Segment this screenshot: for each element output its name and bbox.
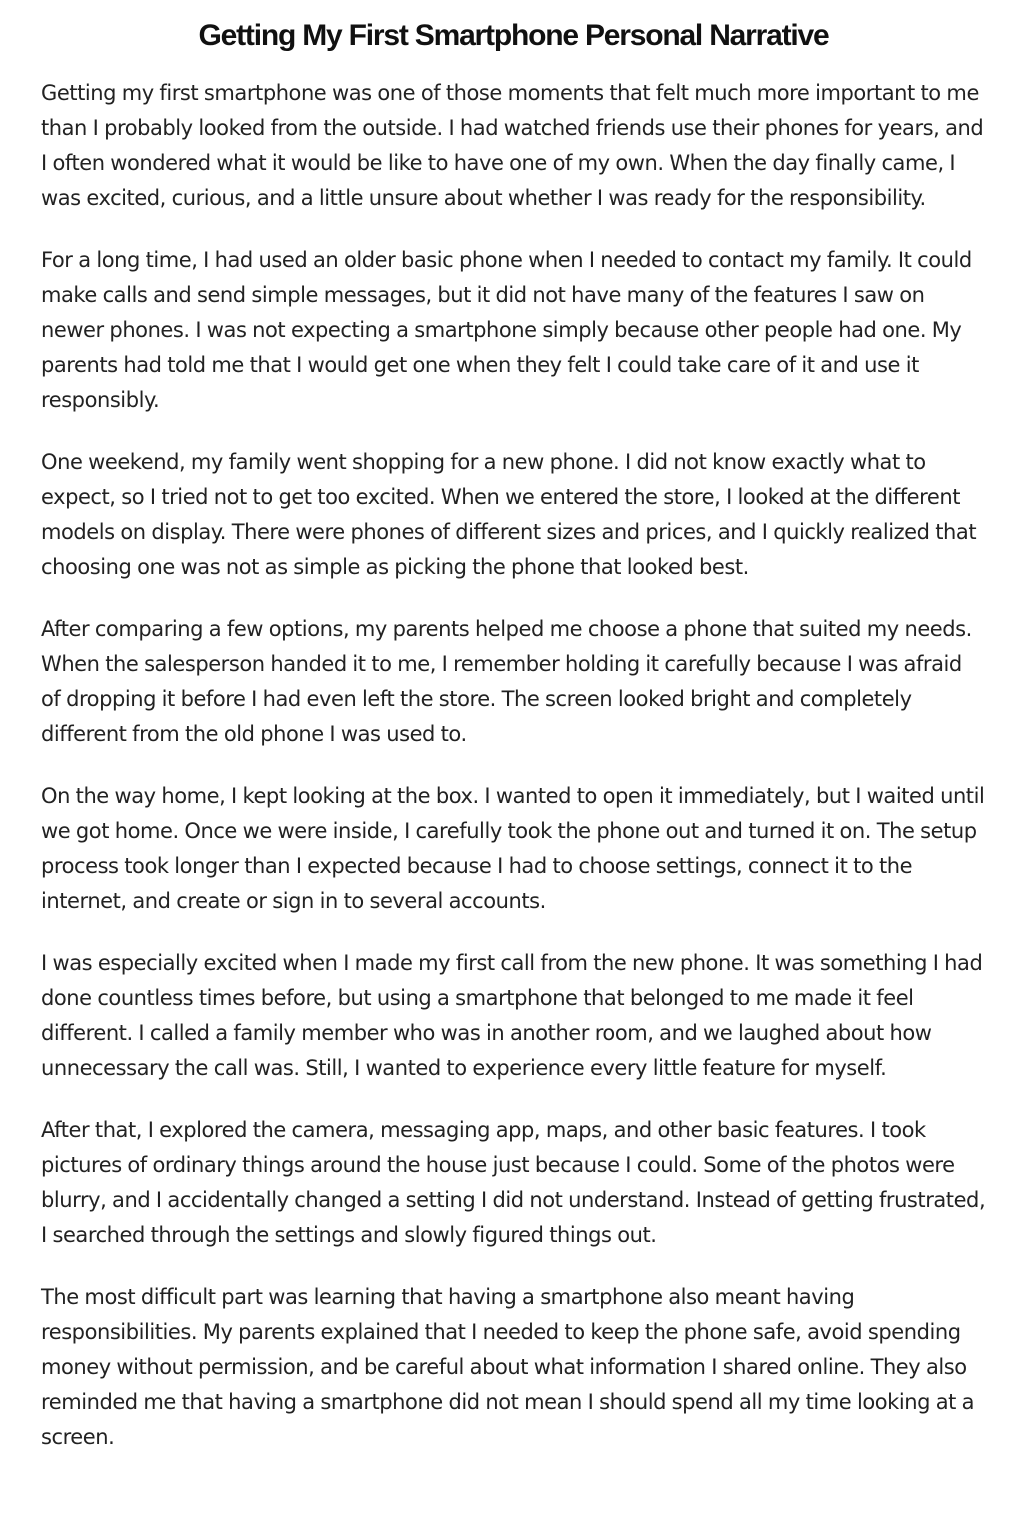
paragraph-3: One weekend, my family went shopping for a new phone. I did not know exactly what to expect, so I tried not to get too excited. When we entered the store, I looked at the different models on display. There were phones of different sizes and prices, and I quickly realized that choosing one was not as simple as picking the phone that looked best. bbox=[41, 450, 977, 579]
document-title: Getting My First Smartphone Personal Narrative bbox=[198, 19, 829, 52]
paragraph-2: For a long time, I had used an older basic phone when I needed to contact my family. It could make calls and send simple messages, but it did not have many of the features I saw on newer phones. I was not expecting a smartphone simply because other people had one. My parents had told me that I would get one when they felt I could take care of it and use it responsibly. bbox=[41, 248, 972, 412]
paragraph-1: Getting my first smartphone was one of those moments that felt much more important to me than I probably looked from the outside. I had watched friends use their phones for years, and I often wondered what it would be like to have one of my own. When the day finally came, I was excited, curious, and a little unsure about whether I was ready for the responsibility. bbox=[41, 81, 984, 210]
paragraph-8: The most difficult part was learning that having a smartphone also meant having responsibilities. My parents explained that I needed to keep the phone safe, avoid spending money without permission, and be careful about what information I shared online. They also reminded me that having a smartphone did not mean I should spend all my time looking at a screen. bbox=[41, 1285, 975, 1449]
paragraph-7: After that, I explored the camera, messaging app, maps, and other basic features. I took pictures of ordinary things around the house just because I could. Some of the photos were blurry, and I accidentally changed a setting I did not understand. Instead of getting frustrated, I searched through the settings and slowly figured things out. bbox=[41, 1118, 986, 1247]
paragraph-6: I was especially excited when I made my first call from the new phone. It was something I had done countless times before, but using a smartphone that belonged to me made it feel different. I called a family member who was in another room, and we laughed about how unnecessary the call was. Still, I wanted to experience every little feature for myself. bbox=[41, 951, 983, 1080]
paragraph-4: After comparing a few options, my parents helped me choose a phone that suited my needs. When the salesperson handed it to me, I remember holding it carefully because I was afraid of dropping it before I had even left the store. The screen looked bright and completely different from the old phone I was used to. bbox=[41, 617, 972, 746]
paragraph-5: On the way home, I kept looking at the box. I wanted to open it immediately, but I waited until we got home. Once we were inside, I carefully took the phone out and turned it on. The setup process took longer than I expected because I had to choose settings, connect it to the internet, and create or sign in to several accounts. bbox=[41, 784, 985, 913]
